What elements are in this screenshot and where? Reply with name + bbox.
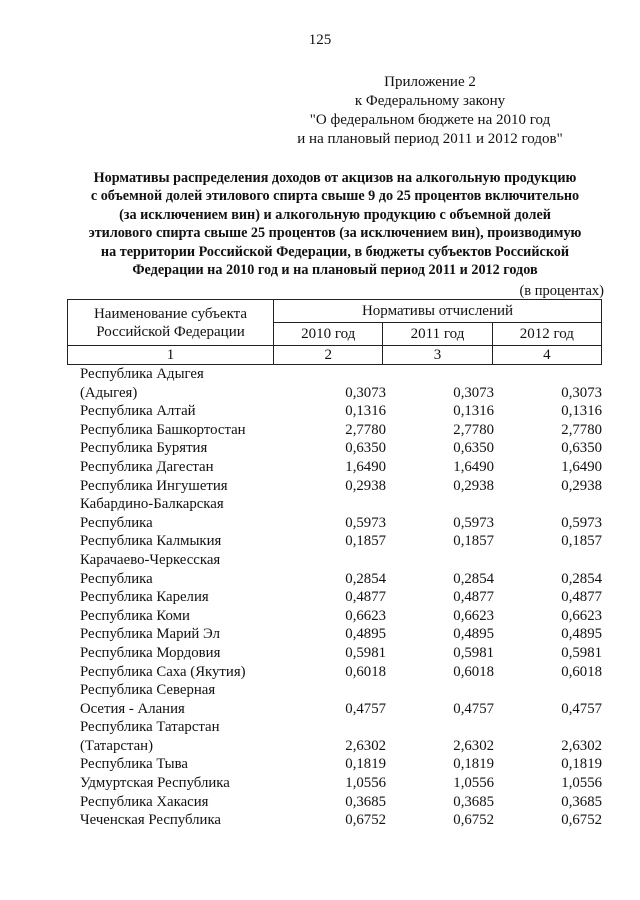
appendix-line: Приложение 2 xyxy=(384,74,476,90)
rate-value-3: 0,1857 xyxy=(453,533,494,550)
column-number: 4 xyxy=(492,346,601,365)
table-row xyxy=(80,644,602,663)
rate-value-2: 0,6752 xyxy=(345,812,386,829)
table-body xyxy=(80,365,602,830)
title-line: этилового спирта свыше 25 процентов (за исключением вин), производимую xyxy=(88,225,582,242)
rate-value-3: 0,1316 xyxy=(453,403,494,420)
column-header-name xyxy=(68,300,274,346)
subject-name-line: (Татарстан) xyxy=(80,737,154,754)
rate-value-3: 2,7780 xyxy=(453,421,494,438)
rate-value-3: 0,4877 xyxy=(453,589,494,606)
subject-name-line: Карачаево-Черкесская xyxy=(80,551,221,568)
table-row xyxy=(80,755,602,774)
rate-value-3: 0,3685 xyxy=(453,793,494,810)
title-line: Нормативы распределения доходов от акцизов на алкогольную продукцию xyxy=(93,170,577,186)
subject-name xyxy=(80,421,280,440)
subject-name-line: Республика Мордовия xyxy=(80,644,221,661)
subject-name xyxy=(80,663,280,682)
subject-name xyxy=(80,681,280,718)
rate-value-3: 0,6752 xyxy=(453,812,494,829)
document-title xyxy=(60,169,610,279)
table-row xyxy=(80,774,602,793)
page-number: 125 xyxy=(308,32,332,48)
rate-value-4: 0,4757 xyxy=(561,700,602,717)
title-line: (за исключением вин) и алкогольную продукцию с объемной долей xyxy=(119,206,551,223)
rate-value-4: 0,3685 xyxy=(561,793,602,810)
table-row xyxy=(80,811,602,830)
subject-name-line: Республика Хакасия xyxy=(80,793,209,810)
rate-value-3: 0,6623 xyxy=(453,607,494,624)
subject-name-line: Республика Тыва xyxy=(80,756,188,773)
subject-name xyxy=(80,532,280,551)
column-header-year: 2011 год xyxy=(383,323,492,346)
title-line: с объемной долей этилового спирта свыше 9 до 25 процентов включительно xyxy=(90,188,580,205)
rate-value-4: 0,1316 xyxy=(561,403,602,420)
rate-value-4: 0,6018 xyxy=(561,663,602,680)
rate-value-3: 0,6018 xyxy=(453,663,494,680)
subject-name xyxy=(80,718,280,755)
rate-value-2: 0,6623 xyxy=(345,607,386,624)
subject-name xyxy=(80,477,280,496)
column-header-name-line: Российской Федерации xyxy=(96,323,245,340)
subject-name xyxy=(80,439,280,458)
rate-value-2: 1,6490 xyxy=(345,458,386,475)
rate-value-3: 2,6302 xyxy=(453,737,494,754)
rate-value-4: 0,2938 xyxy=(561,477,602,494)
column-header-name-line: Наименование субъекта xyxy=(93,305,248,322)
table-row xyxy=(80,718,602,755)
column-header-year: 2012 год xyxy=(492,323,601,346)
rate-value-4: 0,4895 xyxy=(561,626,602,643)
subject-name-line: Республика Марий Эл xyxy=(80,626,220,643)
table-row xyxy=(80,421,602,440)
table-row xyxy=(80,365,602,402)
table-row xyxy=(80,793,602,812)
rate-value-2: 0,6018 xyxy=(345,663,386,680)
rate-value-3: 0,2854 xyxy=(453,570,494,587)
subject-name xyxy=(80,402,280,421)
subject-name-line: (Адыгея) xyxy=(80,384,138,401)
appendix-line: "О федеральном бюджете на 2010 год xyxy=(309,112,551,128)
rate-value-2: 0,1857 xyxy=(345,533,386,550)
rate-value-2: 0,4877 xyxy=(345,589,386,606)
rate-value-4: 0,2854 xyxy=(561,570,602,587)
subject-name-line: Республика Саха (Якутия) xyxy=(80,663,246,680)
rate-value-2: 2,6302 xyxy=(345,737,386,754)
rate-value-4: 0,3073 xyxy=(561,384,602,401)
column-group-header: Нормативы отчислений xyxy=(274,300,602,323)
rate-value-2: 1,0556 xyxy=(345,775,386,792)
rate-value-2: 0,6350 xyxy=(345,440,386,457)
appendix-line: и на плановый период 2011 и 2012 годов" xyxy=(297,131,563,147)
subject-name-line: Кабардино-Балкарская xyxy=(80,496,224,513)
table-row xyxy=(80,607,602,626)
rate-value-4: 2,7780 xyxy=(561,421,602,438)
rate-value-3: 0,2938 xyxy=(453,477,494,494)
subject-name xyxy=(80,774,280,793)
table-header xyxy=(67,299,602,365)
rate-value-4: 1,0556 xyxy=(561,775,602,792)
subject-name xyxy=(80,551,280,588)
subject-name xyxy=(80,811,280,830)
table-row xyxy=(80,439,602,458)
rate-value-2: 0,1316 xyxy=(345,403,386,420)
subject-name xyxy=(80,793,280,812)
rate-value-2: 0,5973 xyxy=(345,514,386,531)
rate-value-2: 0,2938 xyxy=(345,477,386,494)
subject-name xyxy=(80,458,280,477)
table-row xyxy=(80,588,602,607)
subject-name-line: Республика Адыгея xyxy=(80,366,204,382)
rate-value-4: 0,6752 xyxy=(561,812,602,829)
rate-value-3: 0,5973 xyxy=(453,514,494,531)
subject-name-line: Республика Калмыкия xyxy=(80,533,222,550)
appendix-heading xyxy=(250,73,610,149)
subject-name xyxy=(80,495,280,532)
rate-value-3: 0,6350 xyxy=(453,440,494,457)
rate-value-3: 0,3073 xyxy=(453,384,494,401)
rate-value-4: 0,6623 xyxy=(561,607,602,624)
table-row xyxy=(80,495,602,532)
rate-value-4: 0,5981 xyxy=(561,644,602,661)
subject-name-line: Республика xyxy=(80,514,153,531)
appendix-line: к Федеральному закону xyxy=(354,93,506,109)
subject-name-line: Удмуртская Республика xyxy=(80,775,230,792)
rate-value-4: 2,6302 xyxy=(561,737,602,754)
rate-value-2: 0,4757 xyxy=(345,700,386,717)
subject-name xyxy=(80,588,280,607)
column-number: 1 xyxy=(68,346,274,365)
rate-value-3: 1,0556 xyxy=(453,775,494,792)
table-row xyxy=(80,551,602,588)
subject-name-line: Осетия - Алания xyxy=(80,700,185,717)
subject-name-line: Республика Дагестан xyxy=(80,458,214,475)
rate-value-4: 0,6350 xyxy=(561,440,602,457)
rate-value-4: 0,5973 xyxy=(561,514,602,531)
subject-name-line: Чеченская Республика xyxy=(80,812,222,829)
title-line: Федерации на 2010 год и на плановый период 2011 и 2012 годов xyxy=(132,262,538,279)
table-row xyxy=(80,625,602,644)
rate-value-4: 1,6490 xyxy=(561,458,602,475)
rate-value-2: 0,4895 xyxy=(345,626,386,643)
subject-name xyxy=(80,755,280,774)
subject-name xyxy=(80,365,280,402)
rate-value-3: 0,1819 xyxy=(453,756,494,773)
rate-value-2: 0,2854 xyxy=(345,570,386,587)
subject-name-line: Республика Северная xyxy=(80,682,216,699)
rate-value-2: 0,3685 xyxy=(345,793,386,810)
table-row xyxy=(80,663,602,682)
rate-value-2: 0,1819 xyxy=(345,756,386,773)
subject-name-line: Республика Коми xyxy=(80,607,190,624)
rate-value-4: 0,4877 xyxy=(561,589,602,606)
subject-name xyxy=(80,607,280,626)
units-note: (в процентах) xyxy=(519,283,604,299)
table-row xyxy=(80,458,602,477)
table-row xyxy=(80,402,602,421)
column-header-year: 2010 год xyxy=(274,323,383,346)
table-row xyxy=(80,532,602,551)
rate-value-2: 2,7780 xyxy=(345,421,386,438)
subject-name-line: Республика Башкортостан xyxy=(80,421,246,438)
table-row xyxy=(80,681,602,718)
title-line: на территории Российской Федерации, в бюджеты субъектов Российской xyxy=(100,243,570,260)
rate-value-4: 0,1857 xyxy=(561,533,602,550)
rate-value-2: 0,5981 xyxy=(345,644,386,661)
subject-name xyxy=(80,625,280,644)
column-number: 3 xyxy=(383,346,492,365)
rate-value-2: 0,3073 xyxy=(345,384,386,401)
rate-value-3: 0,5981 xyxy=(453,644,494,661)
rate-value-4: 0,1819 xyxy=(561,756,602,773)
subject-name-line: Республика xyxy=(80,570,153,587)
rate-value-3: 1,6490 xyxy=(453,458,494,475)
rate-value-3: 0,4757 xyxy=(453,700,494,717)
column-number: 2 xyxy=(274,346,383,365)
subject-name-line: Республика Алтай xyxy=(80,403,196,420)
rate-value-3: 0,4895 xyxy=(453,626,494,643)
subject-name-line: Республика Бурятия xyxy=(80,440,208,457)
subject-name-line: Республика Карелия xyxy=(80,589,209,606)
subject-name-line: Республика Ингушетия xyxy=(80,477,228,494)
subject-name xyxy=(80,644,280,663)
subject-name-line: Республика Татарстан xyxy=(80,719,220,736)
table-row xyxy=(80,477,602,496)
